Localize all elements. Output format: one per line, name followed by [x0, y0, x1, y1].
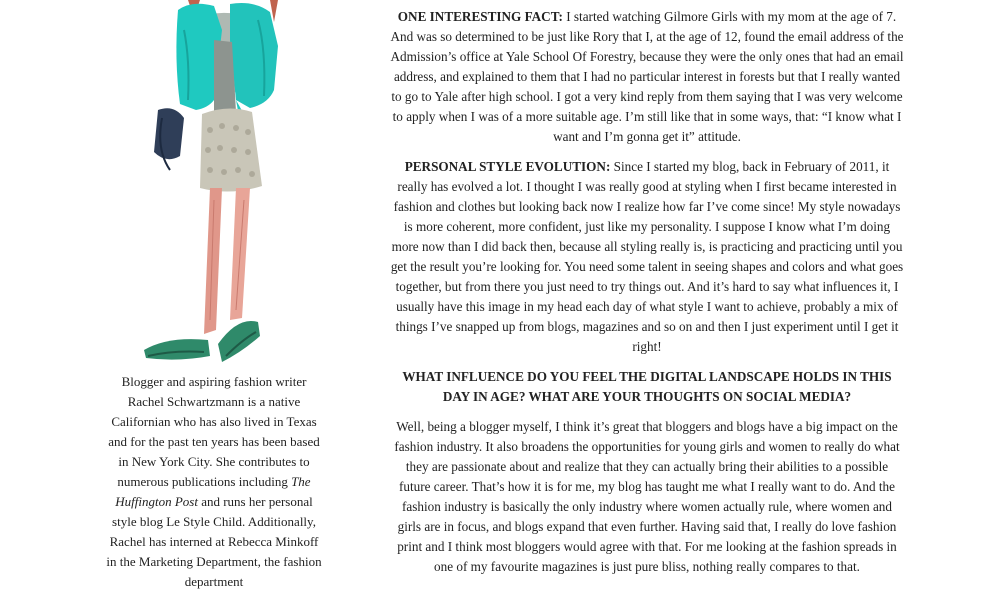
bio-text-1: Blogger and aspiring fashion writer Rachel Schwartzmann is a native Californian who has also lived in Texas and for the past ten years has been based in New York City. She contributes to numerous publications including: [108, 374, 320, 489]
fashion-illustration-figure-icon: [118, 0, 278, 370]
author-bio: [104, 372, 324, 592]
fashion-illustration: [118, 0, 278, 370]
style-text: Since I started my blog, back in February of 2011, it really has evolved a lot. I thought I was really good at styling when I first became interested in fashion and clothes but looking back now I realize how far I’ve come since! My style nowadays is more coherent, more confident, just like my personality. I suppose I know what I’m doing more now than I did back then, because all styling really is, is practicing and practicing until you get the result you’re looking for. You need some talent in seeing shapes and colors and what goes together, but from there you just need to try things out. And it’s hard to say what influences it, I usually have this image in my head each day of what style I want to achieve, probably a mix of things I’ve snapped up from blogs, magazines and so on and then I just experiment until I get it right!: [390, 159, 904, 354]
style-paragraph: [390, 157, 904, 357]
interview-article: [390, 7, 904, 587]
interview-question: WHAT INFLUENCE DO YOU FEEL THE DIGITAL LANDSCAPE HOLDS IN THIS DAY IN AGE? WHAT ARE YOUR THOUGHTS ON SOCIAL MEDIA?: [402, 369, 892, 404]
fact-text: I started watching Gilmore Girls with my mom at the age of 7. And was so determined to be just like Rory that I, at the age of 12, found the email address of the Admission’s office at Yale School Of Forestry, because they were the only ones that had an email address, and explained to them that I had no particular interest in forests but that I really wanted to go to Yale after high school. I got a very kind reply from them saying that I was very welcome to apply when I was of a more suitable age. I’m still like that in some ways, that: “I know what I want and I’m gonna get it” attitude.: [390, 9, 904, 144]
fact-paragraph: [390, 7, 904, 147]
answer-paragraph: Well, being a blogger myself, I think it’s great that bloggers and blogs have a big impact on the fashion industry. It also broadens the opportunities for young girls and women to really do what they are passionate about and realize that they can actually bring their abilities to a possible future career. That’s how it is for me, my blog has taught me what I really want to do. And the fashion industry is basically the only industry where women actually rule, where women and girls are in focus, and blogs expand that even further. Having said that, I really do love fashion print and I think most bloggers would agree with that. For me looking at the fashion spreads in one of my favourite magazines is just pure bliss, nothing really compares to that.: [394, 419, 900, 574]
style-heading: PERSONAL STYLE EVOLUTION:: [404, 159, 611, 174]
bio-publication: The Huffington Post: [115, 474, 311, 509]
bio-text-2: and runs her personal style blog Le Style Child. Additionally, Rachel has interned at Rebecca Minkoff in the Marketing Department, the fashion department: [106, 494, 322, 589]
fact-heading: ONE INTERESTING FACT:: [397, 9, 563, 24]
